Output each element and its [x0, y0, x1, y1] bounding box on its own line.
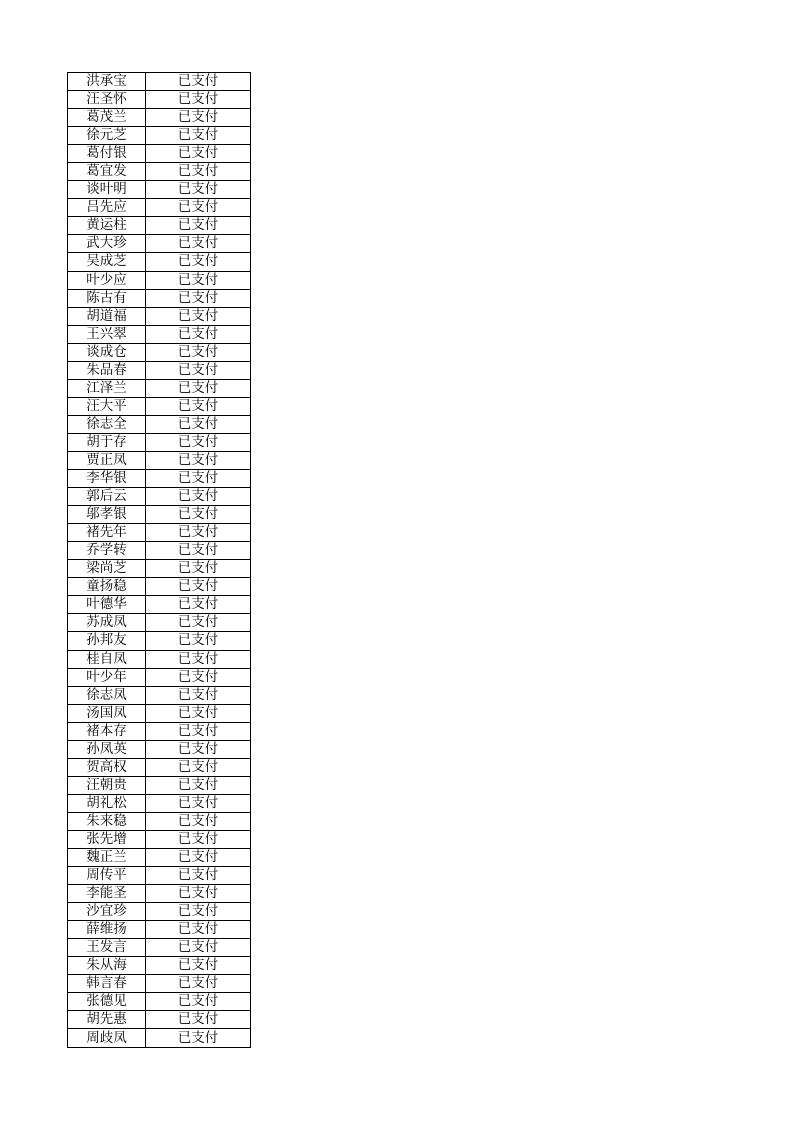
payment-status-cell: 已支付 — [146, 199, 251, 217]
table-row — [68, 975, 251, 993]
payment-status-cell: 已支付 — [146, 235, 251, 253]
payment-status-cell: 已支付 — [146, 325, 251, 343]
table-row — [68, 722, 251, 740]
table-row — [68, 830, 251, 848]
payment-status-cell: 已支付 — [146, 921, 251, 939]
table-row — [68, 109, 251, 127]
table-row — [68, 361, 251, 379]
payment-status-cell: 已支付 — [146, 560, 251, 578]
name-cell: 李华银 — [68, 470, 146, 488]
payment-status-cell: 已支付 — [146, 343, 251, 361]
payment-table — [67, 72, 251, 1048]
name-cell: 黄运柱 — [68, 217, 146, 235]
name-cell: 桂自凤 — [68, 650, 146, 668]
table-row — [68, 758, 251, 776]
name-cell: 童扬稳 — [68, 578, 146, 596]
payment-status-cell: 已支付 — [146, 939, 251, 957]
name-cell: 魏正兰 — [68, 849, 146, 867]
name-cell: 叶少应 — [68, 271, 146, 289]
table-row — [68, 415, 251, 433]
table-row — [68, 903, 251, 921]
table-row — [68, 235, 251, 253]
table-row — [68, 812, 251, 830]
payment-status-cell: 已支付 — [146, 470, 251, 488]
name-cell: 周歧凤 — [68, 1029, 146, 1047]
table-row — [68, 993, 251, 1011]
table-row — [68, 704, 251, 722]
table-row — [68, 73, 251, 91]
name-cell: 褚先年 — [68, 524, 146, 542]
payment-status-cell: 已支付 — [146, 776, 251, 794]
table-row — [68, 127, 251, 145]
payment-status-cell: 已支付 — [146, 253, 251, 271]
table-row — [68, 596, 251, 614]
name-cell: 谈成仓 — [68, 343, 146, 361]
payment-status-cell: 已支付 — [146, 127, 251, 145]
name-cell: 贾正凤 — [68, 451, 146, 469]
payment-status-cell: 已支付 — [146, 361, 251, 379]
name-cell: 吴成芝 — [68, 253, 146, 271]
payment-status-cell: 已支付 — [146, 109, 251, 127]
table-row — [68, 560, 251, 578]
name-cell: 汪朝贵 — [68, 776, 146, 794]
table-row — [68, 849, 251, 867]
payment-table-body — [68, 73, 251, 1048]
payment-status-cell: 已支付 — [146, 145, 251, 163]
name-cell: 汪大平 — [68, 397, 146, 415]
name-cell: 叶德华 — [68, 596, 146, 614]
name-cell: 徐志全 — [68, 415, 146, 433]
payment-status-cell: 已支付 — [146, 506, 251, 524]
payment-status-cell: 已支付 — [146, 289, 251, 307]
table-row — [68, 650, 251, 668]
payment-status-cell: 已支付 — [146, 794, 251, 812]
name-cell: 葛付银 — [68, 145, 146, 163]
payment-status-cell: 已支付 — [146, 163, 251, 181]
name-cell: 李能圣 — [68, 885, 146, 903]
name-cell: 胡道福 — [68, 307, 146, 325]
table-row — [68, 794, 251, 812]
payment-status-cell: 已支付 — [146, 596, 251, 614]
table-row — [68, 957, 251, 975]
payment-status-cell: 已支付 — [146, 812, 251, 830]
table-row — [68, 885, 251, 903]
table-row — [68, 163, 251, 181]
name-cell: 葛茂兰 — [68, 109, 146, 127]
name-cell: 江泽兰 — [68, 379, 146, 397]
payment-status-cell: 已支付 — [146, 379, 251, 397]
name-cell: 汪圣怀 — [68, 91, 146, 109]
payment-status-cell: 已支付 — [146, 488, 251, 506]
payment-status-cell: 已支付 — [146, 433, 251, 451]
table-row — [68, 397, 251, 415]
payment-status-cell: 已支付 — [146, 957, 251, 975]
name-cell: 徐元芝 — [68, 127, 146, 145]
table-row — [68, 632, 251, 650]
table-row — [68, 379, 251, 397]
payment-status-cell: 已支付 — [146, 451, 251, 469]
payment-status-cell: 已支付 — [146, 686, 251, 704]
name-cell: 朱品春 — [68, 361, 146, 379]
table-row — [68, 1029, 251, 1047]
name-cell: 沙宜珍 — [68, 903, 146, 921]
payment-status-cell: 已支付 — [146, 524, 251, 542]
table-row — [68, 433, 251, 451]
table-row — [68, 740, 251, 758]
payment-status-cell: 已支付 — [146, 307, 251, 325]
name-cell: 王发言 — [68, 939, 146, 957]
payment-status-cell: 已支付 — [146, 650, 251, 668]
payment-status-cell: 已支付 — [146, 975, 251, 993]
table-row — [68, 614, 251, 632]
table-row — [68, 921, 251, 939]
name-cell: 张先增 — [68, 830, 146, 848]
payment-status-cell: 已支付 — [146, 993, 251, 1011]
name-cell: 郭后云 — [68, 488, 146, 506]
name-cell: 薛维扬 — [68, 921, 146, 939]
name-cell: 韩言春 — [68, 975, 146, 993]
table-row — [68, 145, 251, 163]
payment-status-cell: 已支付 — [146, 758, 251, 776]
payment-status-cell: 已支付 — [146, 542, 251, 560]
table-row — [68, 1011, 251, 1029]
payment-status-cell: 已支付 — [146, 415, 251, 433]
payment-status-cell: 已支付 — [146, 1029, 251, 1047]
table-row — [68, 451, 251, 469]
table-row — [68, 217, 251, 235]
payment-status-cell: 已支付 — [146, 722, 251, 740]
name-cell: 邬孝银 — [68, 506, 146, 524]
payment-status-cell: 已支付 — [146, 271, 251, 289]
name-cell: 徐志凤 — [68, 686, 146, 704]
name-cell: 梁尚芝 — [68, 560, 146, 578]
name-cell: 叶少年 — [68, 668, 146, 686]
name-cell: 吕先应 — [68, 199, 146, 217]
name-cell: 孙邦友 — [68, 632, 146, 650]
table-row — [68, 524, 251, 542]
payment-status-cell: 已支付 — [146, 614, 251, 632]
table-row — [68, 307, 251, 325]
name-cell: 周传平 — [68, 867, 146, 885]
payment-status-cell: 已支付 — [146, 830, 251, 848]
table-row — [68, 488, 251, 506]
payment-status-cell: 已支付 — [146, 704, 251, 722]
name-cell: 汤国凤 — [68, 704, 146, 722]
name-cell: 陈古有 — [68, 289, 146, 307]
table-row — [68, 325, 251, 343]
table-row — [68, 199, 251, 217]
name-cell: 苏成凤 — [68, 614, 146, 632]
payment-status-cell: 已支付 — [146, 885, 251, 903]
payment-status-cell: 已支付 — [146, 217, 251, 235]
payment-status-cell: 已支付 — [146, 578, 251, 596]
name-cell: 胡礼松 — [68, 794, 146, 812]
payment-status-cell: 已支付 — [146, 903, 251, 921]
name-cell: 胡先惠 — [68, 1011, 146, 1029]
table-row — [68, 343, 251, 361]
payment-status-cell: 已支付 — [146, 91, 251, 109]
table-row — [68, 776, 251, 794]
name-cell: 洪承宝 — [68, 73, 146, 91]
table-row — [68, 506, 251, 524]
payment-status-cell: 已支付 — [146, 632, 251, 650]
table-row — [68, 253, 251, 271]
table-row — [68, 686, 251, 704]
table-row — [68, 181, 251, 199]
payment-status-cell: 已支付 — [146, 73, 251, 91]
name-cell: 孙凤英 — [68, 740, 146, 758]
table-row — [68, 91, 251, 109]
payment-status-cell: 已支付 — [146, 740, 251, 758]
table-row — [68, 271, 251, 289]
name-cell: 贺高权 — [68, 758, 146, 776]
table-row — [68, 289, 251, 307]
table-row — [68, 867, 251, 885]
name-cell: 胡于存 — [68, 433, 146, 451]
payment-status-cell: 已支付 — [146, 849, 251, 867]
name-cell: 朱来稳 — [68, 812, 146, 830]
name-cell: 王兴翠 — [68, 325, 146, 343]
name-cell: 朱从海 — [68, 957, 146, 975]
payment-status-cell: 已支付 — [146, 668, 251, 686]
name-cell: 乔学转 — [68, 542, 146, 560]
payment-status-cell: 已支付 — [146, 867, 251, 885]
table-row — [68, 470, 251, 488]
name-cell: 张德见 — [68, 993, 146, 1011]
table-row — [68, 542, 251, 560]
payment-status-cell: 已支付 — [146, 1011, 251, 1029]
payment-status-cell: 已支付 — [146, 397, 251, 415]
table-row — [68, 578, 251, 596]
table-row — [68, 668, 251, 686]
name-cell: 褚本存 — [68, 722, 146, 740]
name-cell: 谈叶明 — [68, 181, 146, 199]
name-cell: 武大珍 — [68, 235, 146, 253]
table-row — [68, 939, 251, 957]
name-cell: 葛宜发 — [68, 163, 146, 181]
payment-status-cell: 已支付 — [146, 181, 251, 199]
